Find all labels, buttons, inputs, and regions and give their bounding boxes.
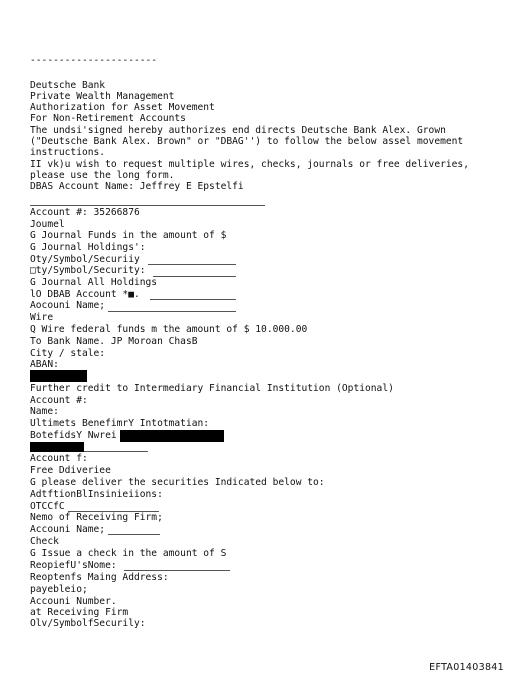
authorization-text: ("Deutsche Bank Alex. Brown" or "DBAG'') to follow the below assel movement [30, 136, 464, 147]
instruction-text: please use the long form. [30, 170, 175, 181]
blank-field-rule [153, 276, 236, 277]
receiving-account-name-field: Accouni Name; [30, 524, 106, 535]
signature-rule [30, 205, 265, 206]
intermediary-name-line: Name: [30, 406, 59, 417]
document-id: EFTA01403841 [429, 662, 504, 673]
redaction-box [30, 442, 84, 452]
qty-symbol-field: Oty/Symbol/Securiiy [30, 254, 140, 265]
receiving-firm-line: Nemo of Receiving Firm; [30, 512, 163, 523]
authorization-text: The undsi'signed hereby authorizes end directs Deutsche Bank Alex. Grown [30, 125, 446, 136]
aba-line: ABAN: [30, 359, 59, 370]
redaction-box [120, 430, 224, 442]
form-title: Authorization for Asset Movement [30, 102, 215, 113]
instruction-text: II vk)u wish to request multiple wires, checks, journals or free deliveries, [30, 159, 469, 170]
separator-line: ---------------------- [30, 55, 158, 66]
dtc-field: OTCCfC [30, 501, 65, 512]
dbab-account-field: lO DBAB Account *■. [30, 289, 140, 300]
blank-field-rule [124, 570, 230, 571]
qty-symbol-security-line: Olv/SymbolfSecurily: [30, 618, 146, 629]
bank-name: Deutsche Bank [30, 80, 106, 91]
section-wire: Wire [30, 312, 54, 323]
additional-instructions-line: AdtftionBlInsinieiions: [30, 489, 163, 500]
intermediary-account-line: Account #: [30, 395, 88, 406]
at-receiving-firm-line: at Receiving Firm [30, 607, 129, 618]
blank-field-rule [148, 264, 236, 265]
qty-symbol-field: □ty/Symbol/Security: [30, 265, 146, 276]
payable-to-line: payebleio; [30, 584, 88, 595]
recipient-name-field: ReopiefU'sNome: [30, 560, 117, 571]
blank-field-rule [84, 451, 148, 452]
beneficiary-info-line: Ultimets BenefimrY Intotmatian: [30, 418, 210, 429]
account-name-line: DBAS Account Name: Jeffrey E Epstelfi [30, 181, 244, 192]
check-amount-line: G Issue a check in the amount of S [30, 548, 227, 559]
further-credit-line: Further credit to Intermediary Financial Institution (Optional) [30, 383, 394, 394]
journal-funds-line: G Journal Funds in the amount of $ [30, 230, 227, 241]
account-number-line-2: Accouni Number. [30, 596, 117, 607]
division-name: Private Wealth Management [30, 91, 175, 102]
deliver-securities-line: G please deliver the securities Indicated below to: [30, 477, 325, 488]
city-state-line: City / stale: [30, 348, 106, 359]
blank-field-rule [108, 534, 160, 535]
blank-field-rule [108, 311, 236, 312]
authorization-text: instructions. [30, 147, 106, 158]
blank-field-rule [150, 299, 236, 300]
journal-all-holdings-line: G Journal All Holdings [30, 277, 158, 288]
section-journal: Joumel [30, 219, 65, 230]
section-check: Check [30, 536, 59, 547]
account-name-field: Aocouni Name; [30, 300, 106, 311]
beneficiary-name-line: BotefidsY Nwrei [30, 430, 117, 441]
account-number-line: Account #: 35266876 [30, 207, 140, 218]
recipient-address-line: Reoptenfs Maing Address: [30, 572, 169, 583]
form-subtitle: For Non-Retirement Accounts [30, 113, 186, 124]
beneficiary-account-line: Account f: [30, 453, 88, 464]
redaction-box [30, 370, 87, 382]
journal-holdings-line: G Journal Holdings': [30, 242, 146, 253]
wire-amount-line: Q Wire federal funds m the amount of $ 10.000.00 [30, 324, 308, 335]
section-free-deliveries: Free Ddiveriee [30, 465, 111, 476]
bank-name-line: To Bank Name. JP Moroan ChasB [30, 336, 198, 347]
